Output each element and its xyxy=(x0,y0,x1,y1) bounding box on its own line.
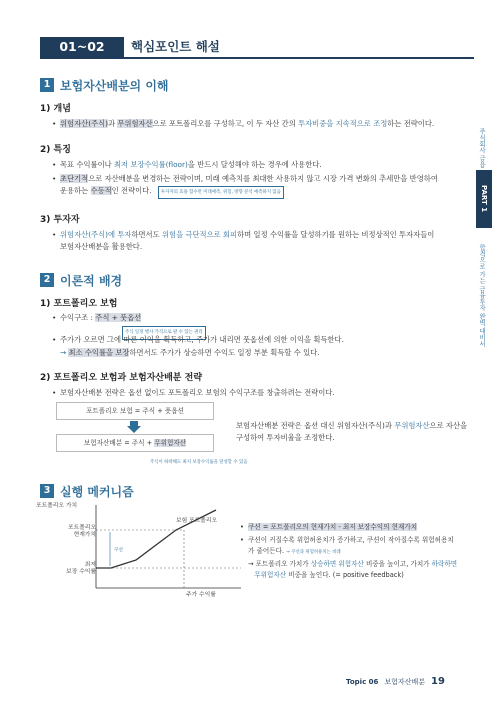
payoff-note: 주식 일정 행사 가격으로 팔 수 있는 권리 xyxy=(122,325,500,340)
section-badge: 1 xyxy=(40,78,54,92)
page-header xyxy=(28,34,474,58)
header-rule xyxy=(40,57,474,59)
cushion-risk-text: • 쿠션이 커질수록 위험허용치가 증가하고, 쿠션이 작아질수록 위험허용치 가 줄어든다. → 쿠션과 위험허용치는 비례 xyxy=(240,536,454,555)
insurance-portfolio-label: 보험 포트폴리오 xyxy=(176,518,218,524)
feature-1: • 목표 수익률이나 최저 보장수익률(floor)을 반드시 달성해야 하는 경우에 사용한다. xyxy=(52,160,322,169)
floor-label: 최저 보장 수익률 xyxy=(66,562,96,575)
x-axis-label: 주가 수익률 xyxy=(186,592,216,598)
investor-text: • 위험자산(주식)에 투자하면서도 위험을 극단적으로 회피하며 일정 수익률을 달성하기를 원하는 비정상적인 투자자들이 보험자산배분을 활용한다. xyxy=(52,230,435,251)
part-tab: PART 1 xyxy=(476,170,492,228)
payoff-explain: • 주가가 오르면 그에 따른 이익을 획득하고, 주가가 내리면 풋옵션에 의한 이익을 획득한다. xyxy=(52,335,344,344)
y-axis-label: 포트폴리오 가치 xyxy=(36,503,78,509)
header-number: 01~02 xyxy=(40,37,124,57)
down-arrow-icon xyxy=(127,421,141,433)
min-return-line: → 최소 수익률을 보장하면서도 주가가 상승하면 수익도 일정 부분 획득할 수 있다. xyxy=(60,348,320,357)
section-2-heading xyxy=(40,272,122,288)
footer-topic: Topic 06 xyxy=(346,678,379,686)
header-title: 핵심포인트 해설 xyxy=(131,39,220,54)
cushion-label: 쿠션 xyxy=(114,548,123,553)
concept-heading: 1) 개념 xyxy=(40,104,71,114)
page-footer xyxy=(346,676,445,687)
feature-2: • 초단기적으로 자산배분을 변경하는 전략이며, 미래 예측치를 최대한 사용하지 않고 시장 가격 변화의 추세만을 반영하여 운용하는 수동적인 전략이다. 투자자의 효용 함수만 미래예측, 위험, 방향 분석 예측하지 않음 xyxy=(60,173,480,199)
section-title: 이론적 배경 xyxy=(60,273,123,288)
side-label-bottom: 합격으로 가는 금융투자 완벽 대비서 xyxy=(478,244,485,347)
footer-topic-title: 보험자산배분 xyxy=(384,678,425,686)
section-1-heading xyxy=(40,77,169,93)
side-label-top: 주식회사 금융 xyxy=(478,128,485,168)
investor-heading: 3) 투자자 xyxy=(40,215,80,225)
cushion-definition: • 쿠션 = 포트폴리오의 현재가치 - 최저 보장수익의 현재가치 xyxy=(240,523,418,531)
payoff-structure: • 수익구조 : 주식 + 풋옵션 xyxy=(52,313,142,322)
features-heading: 2) 특징 xyxy=(40,145,71,155)
portfolio-insurance-box: 포트폴리오 보험 = 주식 + 풋옵션 xyxy=(56,402,214,420)
allocation-description: 보험자산배분 전략은 옵션 대신 위험자산(주식)과 무위험자산으로 자산을 구성하여 투자비율을 조정한다. xyxy=(236,421,468,442)
strategy-text: • 보험자산배분 전략은 옵션 없이도 포트폴리오 보험의 수익구조를 창출하려는 전략이다. xyxy=(52,388,335,397)
portfolio-insurance-heading: 1) 포트폴리오 보험 xyxy=(40,299,118,309)
feedback-text: → 포트폴리오 가치가 상승하면 위험자산 비중을 높이고, 가치가 하락하면 무위험자산 비중을 높인다. (= positive feedback) xyxy=(248,560,458,579)
section-title: 보험자산배분의 이해 xyxy=(60,78,169,93)
section-badge: 2 xyxy=(40,273,54,287)
insurance-allocation-box: 보험자산배분 = 주식 + 무위험자산 xyxy=(56,434,214,452)
concept-text: • 위험자산(주식)과 무위험자산으로 포트폴리오를 구성하고, 이 두 자산 간의 투자비중을 지속적으로 조정하는 전략이다. xyxy=(52,119,435,128)
section-3-heading xyxy=(40,483,134,499)
strategy-heading: 2) 포트폴리오 보험과 보험자산배분 전략 xyxy=(40,373,203,383)
page-number: 19 xyxy=(430,676,445,687)
section-title: 실행 메커니즘 xyxy=(60,484,134,499)
section-badge: 3 xyxy=(40,484,54,498)
allocation-note: 주식이 하락해도 최저 보장수익률을 달성할 수 있음 xyxy=(150,460,248,465)
current-value-label: 포트폴리오 현재가치 xyxy=(68,525,96,538)
mechanism-diagram xyxy=(36,500,256,600)
